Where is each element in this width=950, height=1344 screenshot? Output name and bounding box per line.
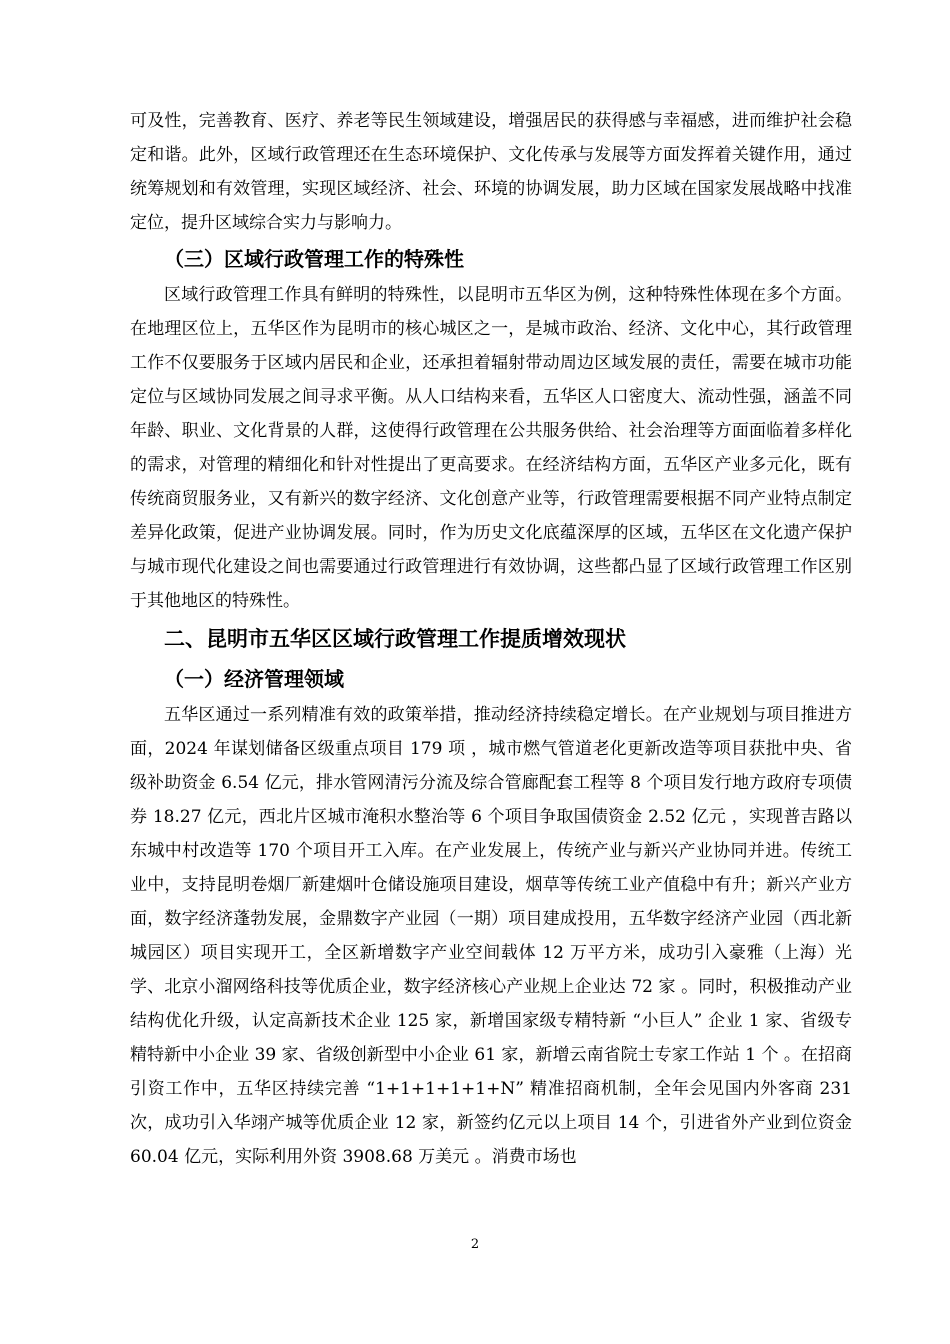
paragraph-special-nature: 区域行政管理工作具有鲜明的特殊性，以昆明市五华区为例，这种特殊性体现在多个方面。在地理区位上，五华区作为昆明市的核心城区之一，是城市政治、经济、文化中心，其行政管理工作不仅要服务于区域内居民和企业，还承担着辐射带动周边区域发展的责任，需要在城市功能定位与区域协同发展之间寻求平衡。从人口结构来看，五华区人口密度大、流动性强，涵盖不同年龄、职业、文化背景的人群，这使得行政管理在公共服务供给、社会治理等方面面临着多样化的需求，对管理的精细化和针对性提出了更高要求。在经济结构方面，五华区产业多元化，既有传统商贸服务业，又有新兴的数字经济、文化创意产业等，行政管理需要根据不同产业特点制定差异化政策，促进产业协调发展。同时，作为历史文化底蕴深厚的区域，五华区在文化遗产保护与城市现代化建设之间也需要通过行政管理进行有效协调，这些都凸显了区域行政管理工作区别于其他地区的特殊性。 xyxy=(130,285,852,611)
heading-section-2: 二、昆明市五华区区域行政管理工作提质增效现状 xyxy=(164,627,626,651)
page-content xyxy=(130,104,852,1174)
heading-subsection-3: （三）区域行政管理工作的特殊性 xyxy=(164,247,464,271)
paragraph-continued: 可及性，完善教育、医疗、养老等民生领域建设，增强居民的获得感与幸福感，进而维护社会稳定和谐。此外，区域行政管理还在生态环境保护、文化传承与发展等方面发挥着关键作用，通过统筹规划和有效管理，实现区域经济、社会、环境的协调发展，助力区域在国家发展战略中找准定位，提升区域综合实力与影响力。 xyxy=(130,111,852,233)
heading-subsection-1: （一）经济管理领域 xyxy=(164,667,344,691)
page-number: 2 xyxy=(470,1237,480,1252)
paragraph-economic-management: 五华区通过一系列精准有效的政策举措，推动经济持续稳定增长。在产业规划与项目推进方面，2024 年谋划储备区级重点项目 179 项 ，城市燃气管道老化更新改造等项目获批中央、省级补助资金 6.54 亿元，排水管网清污分流及综合管廊配套工程等 8 个项目发行地方政府专项债券 18.27 亿元，西北片区城市淹积水整治等 6 个项目争取国债资金 2.52 亿元 ，实现普吉路以东城中村改造等 170 个项目开工入库。在产业发展上，传统产业与新兴产业协同并进。传统工业中，支持昆明卷烟厂新建烟叶仓储设施项目建设，烟草等传统工业产值稳中有升；新兴产业方面，数字经济蓬勃发展，金鼎数字产业园（一期）项目建成投用，五华数字经济产业园（西北新城园区）项目实现开工，全区新增数字产业空间载体 12 万平方米，成功引入豪雅（上海）光学、北京小溜网络科技等优质企业，数字经济核心产业规上企业达 72 家 。同时，积极推动产业结构优化升级，认定高新技术企业 125 家，新增国家级专精特新 “小巨人” 企业 1 家、省级专精特新中小企业 39 家、省级创新型中小企业 61 家，新增云南省院士专家工作站 1 个 。在招商引资工作中，五华区持续完善 “1+1+1+1+1+N” 精准招商机制，全年会见国内外客商 231 次，成功引入华翊产城等优质企业 12 家，新签约亿元以上项目 14 个，引进省外产业到位资金 60.04 亿元，实际利用外资 3908.68 万美元 。消费市场也 xyxy=(130,705,852,1167)
